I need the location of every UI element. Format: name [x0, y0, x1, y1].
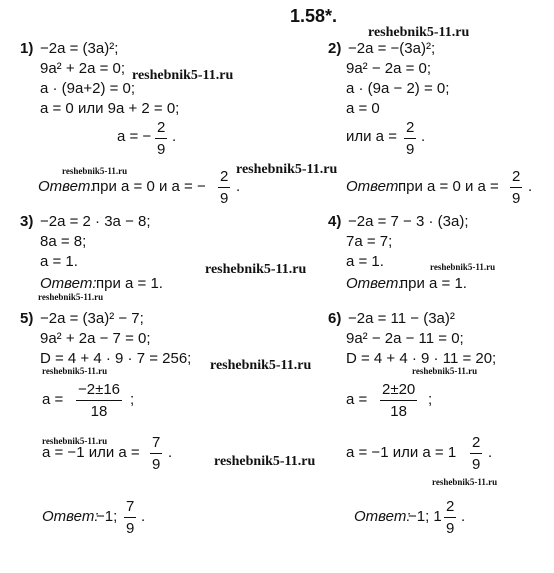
equation-line: a · (9a+2) = 0;	[40, 80, 136, 97]
equation-line: a =	[42, 391, 64, 408]
fraction	[470, 434, 482, 473]
fraction-denominator: 9	[406, 141, 415, 158]
fraction	[218, 168, 230, 207]
answer-label: Ответ:	[346, 275, 403, 292]
answer-text: при a = 0 и a = −	[92, 178, 206, 195]
equation-line: −2a = 7 − 3 · (3a);	[348, 213, 469, 230]
fraction	[155, 119, 167, 158]
problem-number: 4)	[328, 213, 342, 230]
fraction-denominator: 9	[152, 456, 161, 473]
equation-line: 9a² − 2a = 0;	[346, 60, 432, 77]
answer-label: Ответ:	[40, 275, 97, 292]
fraction-denominator: 9	[472, 456, 481, 473]
fraction	[150, 434, 162, 473]
fraction	[76, 381, 122, 420]
fraction-denominator: 9	[157, 141, 166, 158]
answer-text: при a = 0 и a =	[398, 178, 499, 195]
equation-line: 9a² + 2a − 7 = 0;	[40, 330, 151, 347]
fraction-denominator: 18	[390, 403, 407, 420]
answer-label: Ответ:	[38, 178, 95, 195]
fraction-numerator: 7	[124, 498, 136, 518]
equation-line: a = 1.	[346, 253, 384, 270]
answer-text: −1; 1	[408, 508, 442, 525]
equation-line: −2a = −(3a)²;	[348, 40, 436, 57]
answer-label: Ответ:	[42, 508, 99, 525]
fraction-denominator: 9	[512, 190, 521, 207]
fraction-numerator: 2	[470, 434, 482, 454]
watermark: reshebnik5-11.ru	[368, 25, 470, 40]
equation-line: D = 4 + 4 · 9 · 7 = 256;	[40, 350, 192, 367]
fraction-denominator: 9	[446, 520, 455, 537]
equation-line: 8a = 8;	[40, 233, 87, 250]
watermark: reshebnik5-11.ru	[236, 162, 338, 177]
problem-number: 2)	[328, 40, 342, 57]
problem-number: 5)	[20, 310, 34, 327]
equation-line: −2a = 2 · 3a − 8;	[40, 213, 151, 230]
fraction-denominator: 18	[90, 403, 108, 420]
equation-line: a =	[346, 391, 368, 408]
equation-line: −2a = 11 − (3a)²	[348, 310, 455, 327]
fraction	[510, 168, 522, 207]
fraction-denominator: 9	[126, 520, 135, 537]
problem-number: 6)	[328, 310, 342, 327]
answer-label: Ответ:	[346, 178, 403, 195]
equation-line: −2a = (3a)²;	[40, 40, 119, 57]
equation-line: 7a = 7;	[346, 233, 393, 250]
answer-text: при a = 1.	[400, 275, 467, 292]
answer-text: при a = 1.	[96, 275, 163, 292]
watermark: reshebnik5-11.ru	[132, 68, 234, 83]
watermark: reshebnik5-11.ru	[210, 358, 312, 373]
fraction-numerator: 2	[510, 168, 522, 188]
watermark: reshebnik5-11.ru	[62, 166, 128, 176]
watermark: reshebnik5-11.ru	[205, 262, 307, 277]
fraction-numerator: 2	[444, 498, 456, 518]
equation-line: a = −	[117, 128, 152, 145]
problem-title: 1.58*.	[290, 6, 338, 26]
fraction-numerator: 2	[155, 119, 167, 139]
fraction-denominator: 9	[220, 190, 229, 207]
fraction	[404, 119, 416, 158]
watermark: reshebnik5-11.ru	[38, 292, 104, 302]
equation-line: или a =	[346, 128, 397, 145]
equation-line: a = 0	[346, 100, 380, 117]
answer-label: Ответ:	[354, 508, 411, 525]
equation-line: a = 1.	[40, 253, 78, 270]
answer-text: −1;	[96, 508, 118, 525]
fraction-numerator: 2	[218, 168, 230, 188]
watermark: reshebnik5-11.ru	[412, 366, 478, 376]
equation-line: a = −1 или a = 1	[346, 444, 457, 461]
problem-number: 3)	[20, 213, 34, 230]
watermark: reshebnik5-11.ru	[430, 262, 496, 272]
equation-line: 9a² + 2a = 0;	[40, 60, 126, 77]
fraction	[444, 498, 456, 537]
problem-number: 1)	[20, 40, 34, 57]
fraction	[380, 381, 417, 420]
watermark: reshebnik5-11.ru	[214, 454, 316, 469]
watermark: reshebnik5-11.ru	[432, 477, 498, 487]
fraction-numerator: 2±20	[380, 381, 417, 401]
fraction-numerator: 2	[404, 119, 416, 139]
equation-line: a = 0 или 9a + 2 = 0;	[40, 100, 180, 117]
fraction-numerator: 7	[150, 434, 162, 454]
equation-line: 9a² − 2a − 11 = 0;	[346, 330, 464, 347]
equation-line: −2a = (3a)² − 7;	[40, 310, 144, 327]
equation-line: a · (9a − 2) = 0;	[346, 80, 450, 97]
watermark: reshebnik5-11.ru	[42, 366, 108, 376]
fraction	[124, 498, 136, 537]
equation-line: a = −1 или a =	[42, 444, 140, 461]
equation-line: D = 4 + 4 · 9 · 11 = 20;	[346, 350, 497, 367]
fraction-numerator: −2±16	[76, 381, 122, 401]
watermark: reshebnik5-11.ru	[42, 436, 108, 446]
